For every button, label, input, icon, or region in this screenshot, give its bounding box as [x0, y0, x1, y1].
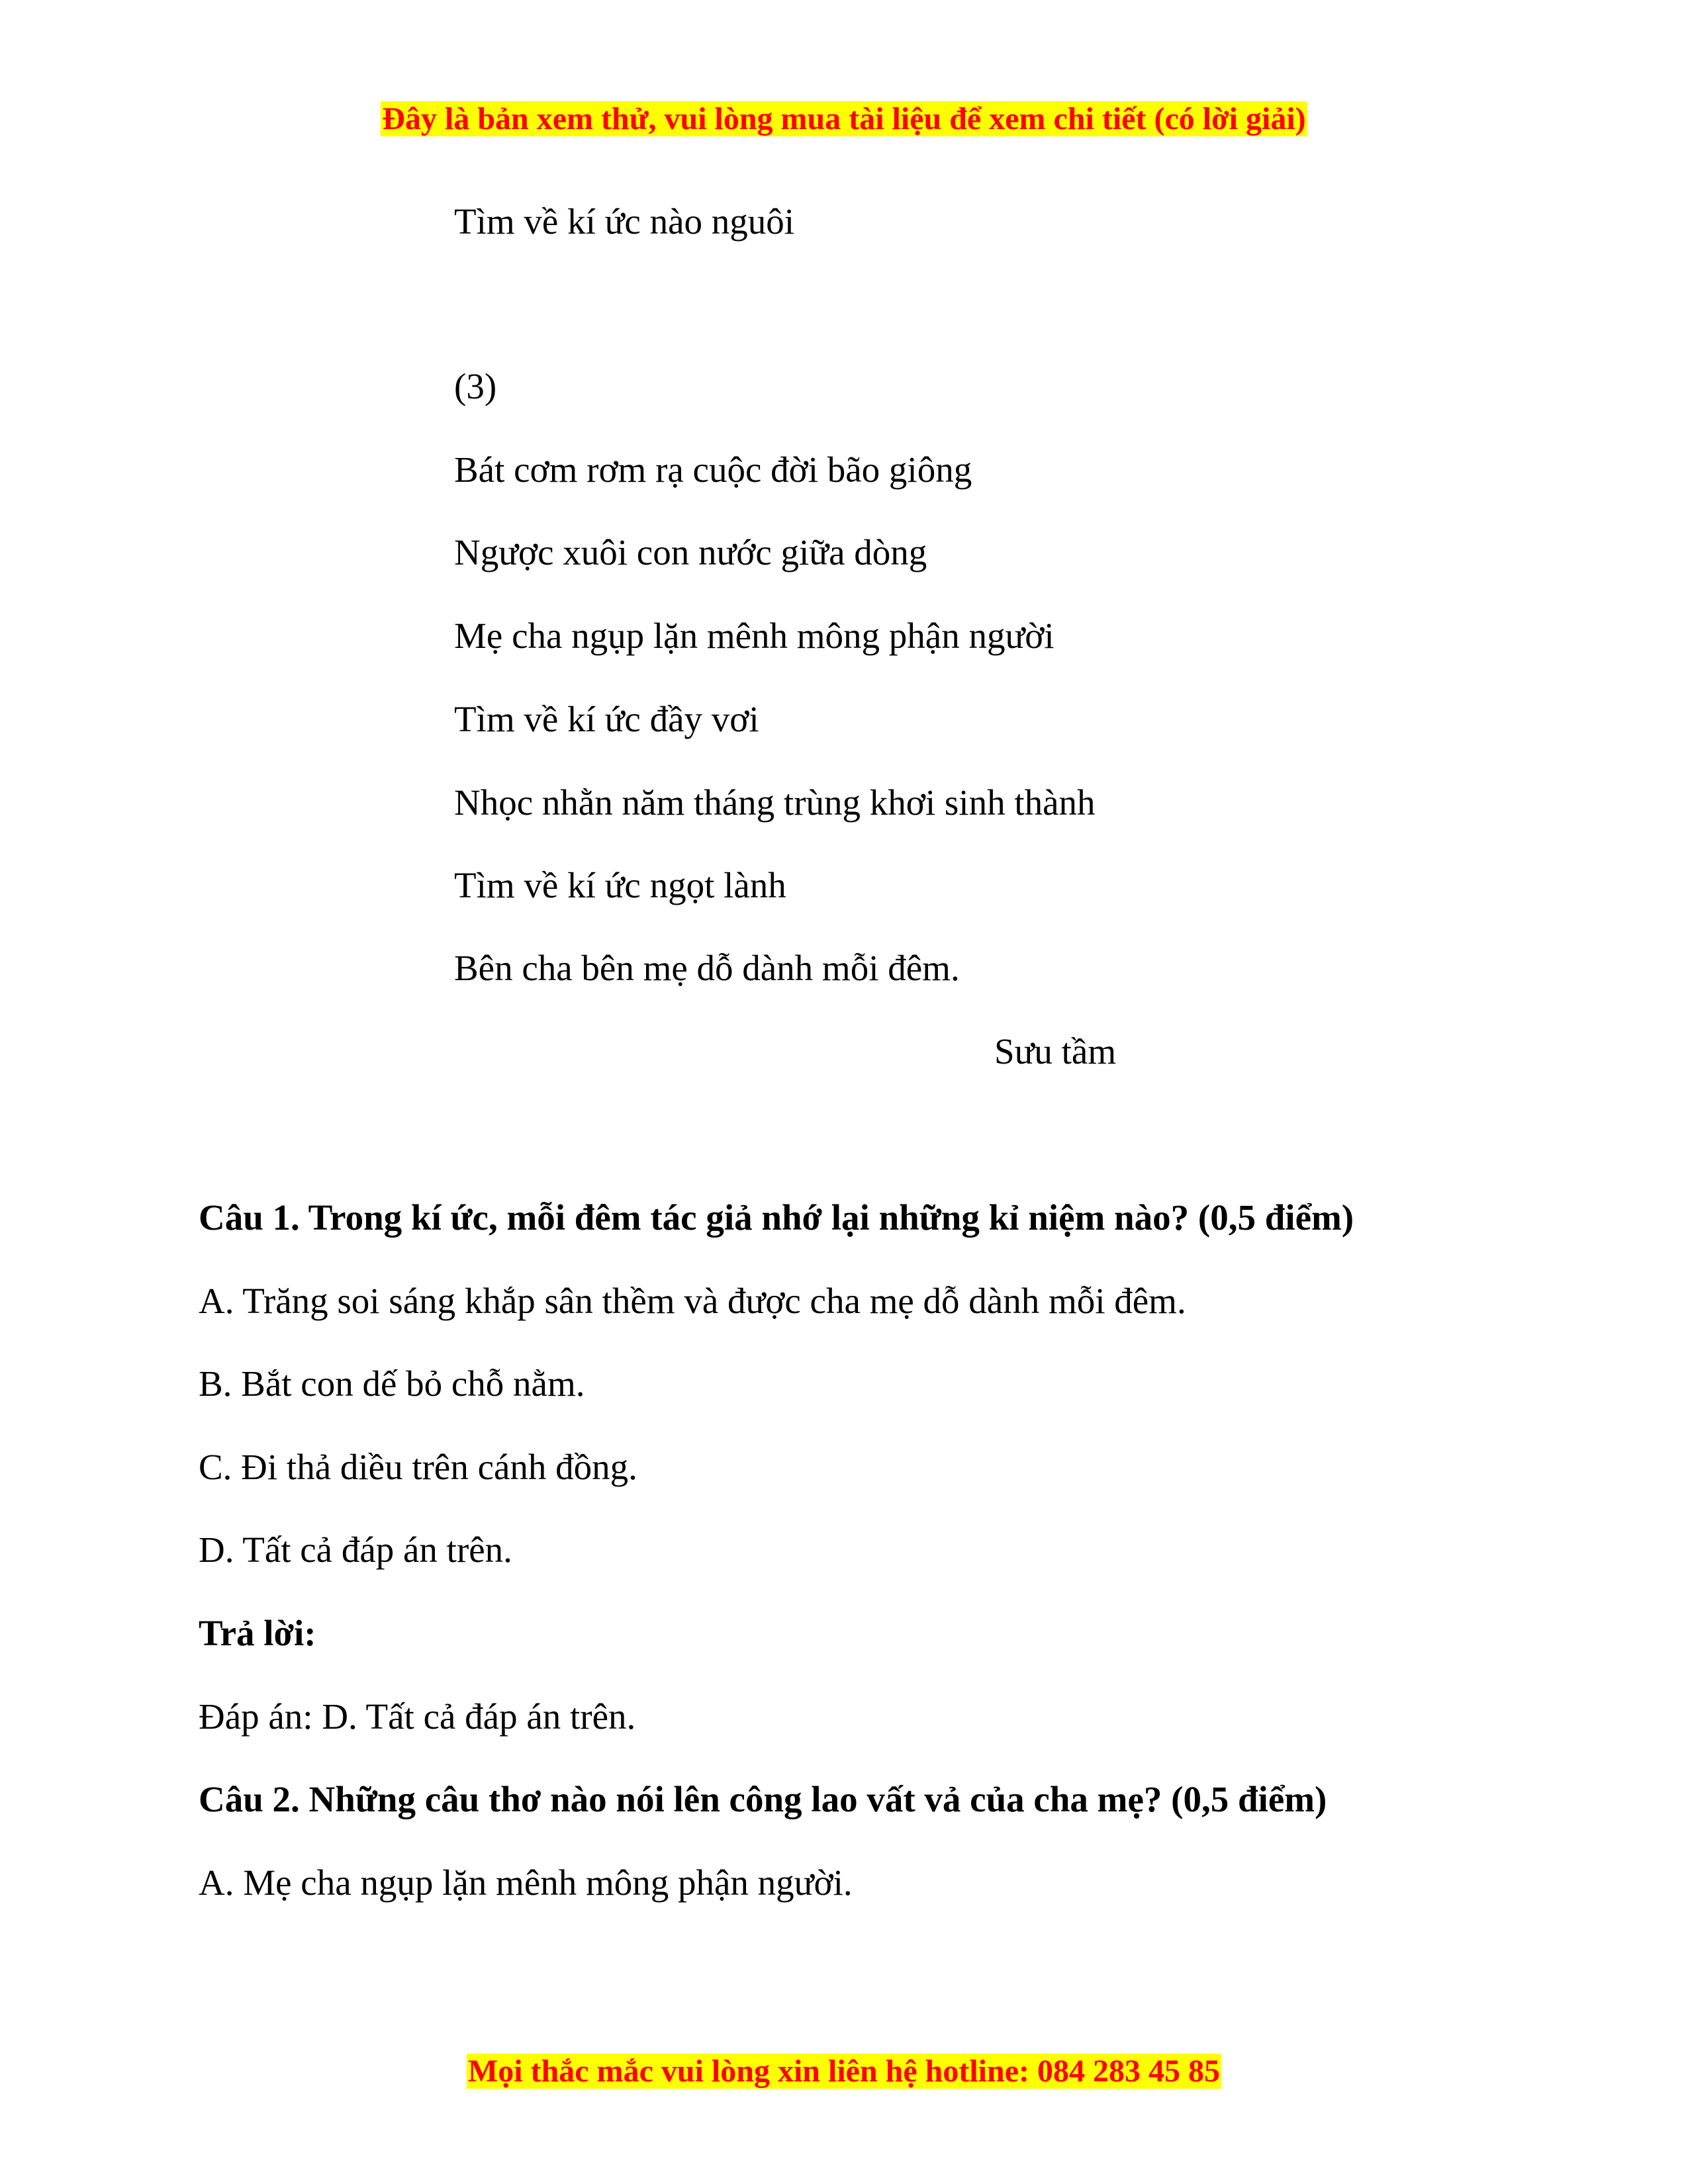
question-1-option-a: A. Trăng soi sáng khắp sân thềm và được cha mẹ dỗ dành mỗi đêm. — [199, 1281, 1186, 1321]
poem-line: Nhọc nhằn năm tháng trùng khơi sinh thành — [454, 782, 1096, 823]
stanza-number: (3) — [454, 366, 497, 406]
preview-notice-banner — [0, 99, 1688, 139]
question-2-title: Câu 2. Những câu thơ nào nói lên công lao vất vả của cha mẹ? (0,5 điểm) — [199, 1779, 1327, 1819]
question-1-title: Câu 1. Trong kí ức, mỗi đêm tác giả nhớ lại những kỉ niệm nào? (0,5 điểm) — [199, 1197, 1354, 1238]
question-2-option-a: A. Mẹ cha ngụp lặn mênh mông phận người. — [199, 1862, 853, 1903]
poem-line: Tìm về kí ức ngọt lành — [454, 865, 786, 905]
question-1-option-c: C. Đi thả diều trên cánh đồng. — [199, 1447, 637, 1487]
preview-notice-text: Đây là bản xem thử, vui lòng mua tài liệu để xem chi tiết (có lời giải) — [382, 101, 1306, 136]
poem-line: Tìm về kí ức đầy vơi — [454, 699, 759, 739]
question-1-option-d: D. Tất cả đáp án trên. — [199, 1529, 512, 1570]
hotline-notice-banner — [0, 2052, 1688, 2091]
poem-line: Tìm về kí ức nào nguôi — [454, 201, 795, 242]
answer-label: Trả lời: — [199, 1613, 316, 1653]
question-1-option-b: B. Bắt con dế bỏ chỗ nằm. — [199, 1363, 585, 1404]
poem-line: Bát cơm rơm rạ cuộc đời bão giông — [454, 449, 972, 490]
poem-line: Mẹ cha ngụp lặn mênh mông phận người — [454, 615, 1055, 656]
poem-credit: Sưu tầm — [994, 1031, 1117, 1071]
question-1-answer: Đáp án: D. Tất cả đáp án trên. — [199, 1696, 636, 1737]
hotline-notice-text: Mọi thắc mắc vui lòng xin liên hệ hotline: 084 283 45 85 — [467, 2054, 1220, 2089]
poem-line: Bên cha bên mẹ dỗ dành mỗi đêm. — [454, 948, 960, 988]
poem-line: Ngược xuôi con nước giữa dòng — [454, 532, 927, 572]
